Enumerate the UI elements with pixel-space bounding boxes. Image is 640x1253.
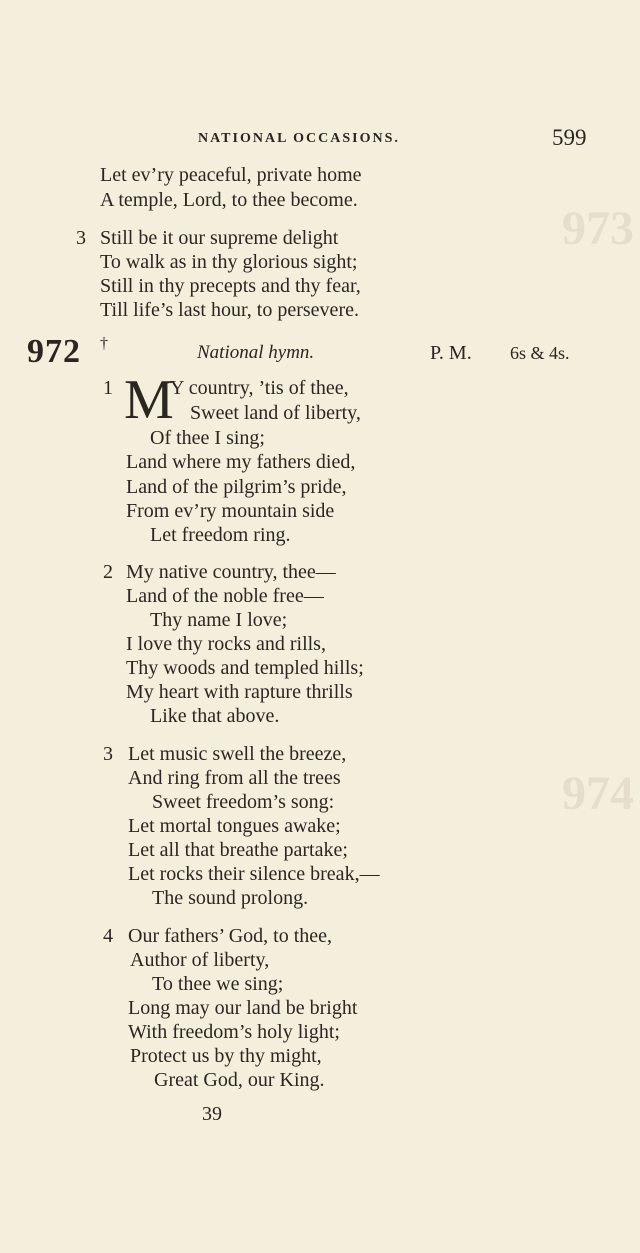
drop-cap: M (124, 369, 174, 431)
show-through-mark: 974 (562, 767, 634, 820)
meter-detail: 6s & 4s. (510, 343, 570, 363)
verse-line: Sweet freedom’s song: (152, 791, 335, 813)
verse-line: Let ev’ry peaceful, private home (100, 164, 362, 186)
verse-line: The sound prolong. (152, 887, 309, 909)
hymn-header (0, 333, 640, 369)
verse-line: Let rocks their silence break,— (128, 863, 380, 885)
verse-line: Y country, ’tis of thee, (170, 377, 349, 399)
verse-line: From ev’ry mountain side (126, 500, 335, 522)
running-head: NATIONAL OCCASIONS. (198, 131, 400, 146)
page-header (0, 125, 640, 153)
stanza-number: 3 (103, 743, 113, 765)
verse-line: A temple, Lord, to thee become. (100, 189, 358, 211)
verse-line: Protect us by thy might, (130, 1045, 322, 1067)
verse-line: Till life’s last hour, to persevere. (100, 299, 359, 321)
verse-line: Of thee I sing; (150, 427, 265, 449)
page-number: 599 (552, 125, 587, 150)
verse-line: I love thy rocks and rills, (126, 633, 326, 655)
verse-line: Let all that breathe partake; (128, 839, 348, 861)
verse-line: My native country, thee— (126, 561, 336, 583)
signature-mark: 39 (202, 1103, 222, 1125)
verse-line: Author of liberty, (130, 949, 270, 971)
stanza-number: 2 (103, 561, 113, 583)
verse-line: Our fathers’ God, to thee, (128, 925, 333, 947)
verse-line: Long may our land be bright (128, 997, 358, 1019)
stanza-number: 4 (103, 925, 113, 947)
verse-line: To thee we sing; (152, 973, 284, 995)
verse-line: Great God, our King. (154, 1069, 325, 1091)
verse-line: Thy woods and templed hills; (126, 657, 364, 679)
verse-line: Let freedom ring. (150, 524, 291, 546)
show-through-mark: 973 (562, 202, 634, 255)
verse-line: Like that above. (150, 705, 280, 727)
dagger-mark: † (100, 335, 108, 352)
verse-line: To walk as in thy glorious sight; (100, 251, 358, 273)
verse-line: And ring from all the trees (128, 767, 341, 789)
verse-line: Sweet land of liberty, (190, 402, 361, 424)
verse-line: Thy name I love; (150, 609, 288, 631)
verse-line: Let mortal tongues awake; (128, 815, 341, 837)
verse-line: With freedom’s holy light; (128, 1021, 340, 1043)
verse-line: Land of the noble free— (126, 585, 324, 607)
verse-line: My heart with rapture thrills (126, 681, 353, 703)
verse-line: Land where my fathers died, (126, 451, 356, 473)
stanza-number: 1 (103, 377, 113, 399)
stanza-number: 3 (76, 227, 86, 249)
hymn-title: National hymn. (197, 342, 315, 363)
hymn-number: 972 (27, 333, 81, 370)
verse-line: Land of the pilgrim’s pride, (126, 476, 347, 498)
meter-label: P. M. (430, 342, 472, 364)
verse-line: Still be it our supreme delight (100, 227, 339, 249)
verse-line: Let music swell the breeze, (128, 743, 347, 765)
verse-line: Still in thy precepts and thy fear, (100, 275, 361, 297)
